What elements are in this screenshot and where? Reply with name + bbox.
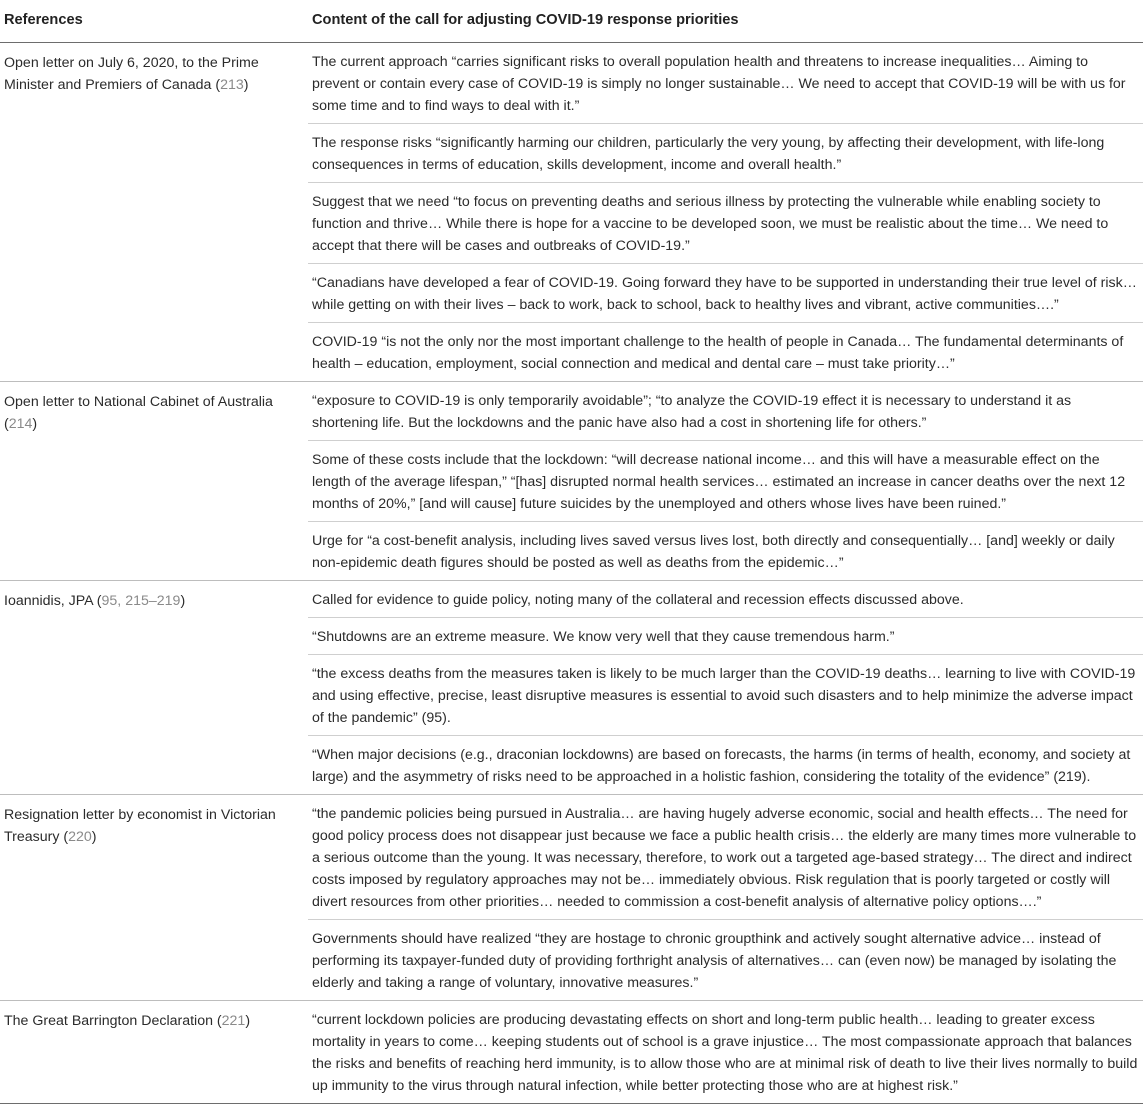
content-paragraph: “exposure to COVID-19 is only temporarily avoidable”; “to analyze the COVID-19 effect it is necessary to understand it as shortening life. But the lockdowns and the panic have also had a cost in shortening life for others.” xyxy=(308,382,1143,441)
content-cell xyxy=(308,1001,1143,1104)
citation-link[interactable]: 214 xyxy=(8,416,33,432)
header-references: References xyxy=(0,0,308,43)
content-paragraph: Called for evidence to guide policy, noting many of the collateral and recession effects discussed above. xyxy=(308,581,1143,618)
reference-close: ) xyxy=(180,593,186,609)
content-cell xyxy=(308,795,1143,1001)
content-cell xyxy=(308,581,1143,795)
content-paragraph: Governments should have realized “they are hostage to chronic groupthink and actively sought alternative advice… instead of performing its taxpayer-funded duty of providing forthright analysis of alternatives… can (even now) be managed by isolating the elderly and taking a range of voluntary, innovative measures.” xyxy=(312,931,1117,991)
citation-link[interactable]: 95, 215–219 xyxy=(101,593,181,609)
content-paragraph: “When major decisions (e.g., draconian lockdowns) are based on forecasts, the harms (in terms of health, economy, and society at large) and the asymmetry of risks need to be approached in a holistic fashion, considering the totality of the evidence” (219). xyxy=(312,747,1131,785)
reference-text: The Great Barrington Declaration ( xyxy=(4,1013,222,1029)
content-paragraph: Some of these costs include that the lockdown: “will decrease national income… and this will have a measurable effect on the length of the average lifespan,” “[has] disrupted normal health services… estimated an increase in cancer deaths over the next 12 months of 20%,” [and will cause] future suicides by the unemployed and others whose lives have been ruined.” xyxy=(308,441,1143,522)
citation-link[interactable]: 213 xyxy=(220,77,244,93)
content-paragraph: Urge for “a cost-benefit analysis, including lives saved versus lives lost, both directly and consequentially… [and] weekly or daily non-epidemic death figures should be posted as well as deaths from the epidemic…” xyxy=(312,533,1115,571)
reference-close: ) xyxy=(91,829,97,845)
table-row xyxy=(0,382,1143,581)
content-paragraph: The current approach “carries significant risks to overall population health and threatens to increase inequalities… Aiming to prevent or contain every case of COVID-19 is simply no longer sustainable… We need to accept that COVID-19 will be with us for some time and to find ways to deal with it.” xyxy=(308,43,1143,124)
content-paragraph: Suggest that we need “to focus on preventing deaths and serious illness by protecting the vulnerable while enabling society to function and thrive… While there is hope for a vaccine to be developed soon, we must be realistic about the time… We need to accept that there will be cases and outbreaks of COVID-19.” xyxy=(308,183,1143,264)
table-row xyxy=(0,43,1143,382)
table-row xyxy=(0,1001,1143,1104)
citation-link[interactable]: 221 xyxy=(221,1013,246,1029)
content-paragraph: “Shutdowns are an extreme measure. We know very well that they cause tremendous harm.” xyxy=(308,618,1143,655)
header-content: Content of the call for adjusting COVID-19 response priorities xyxy=(308,0,1143,43)
table-row xyxy=(0,795,1143,1001)
citation-link[interactable]: 220 xyxy=(68,829,92,845)
content-paragraph: “the excess deaths from the measures taken is likely to be much larger than the COVID-19 deaths… learning to live with COVID-19 and using effective, precise, least disruptive measures is essential to avoid such disasters and to help minimize the adverse impact of the pandemic” (95). xyxy=(308,655,1143,736)
reference-cell xyxy=(0,382,308,581)
reference-close: ) xyxy=(245,1013,251,1029)
reference-cell xyxy=(0,581,308,795)
reference-close: ) xyxy=(243,77,249,93)
reference-text: Ioannidis, JPA ( xyxy=(4,593,102,609)
content-paragraph: “current lockdown policies are producing devastating effects on short and long-term public health… leading to greater excess mortality in years to come… keeping students out of school is a grave injustice… The most compassionate approach that balances the risks and benefits of reaching herd immunity, is to allow those who are at minimal risk of death to live their lives normally to build up immunity to the virus through natural infection, while better protecting those who are at highest risk.” xyxy=(312,1012,1138,1094)
content-paragraph: COVID-19 “is not the only nor the most important challenge to the health of people in Canada… The fundamental determinants of health – education, employment, social connection and medical and dental care – must take priority…” xyxy=(312,334,1124,372)
content-paragraph: “the pandemic policies being pursued in Australia… are having hugely adverse economic, social and health effects… The need for good policy process does not disappear just because we face a public health crisis… the elderly are many times more vulnerable to a serious outcome than the young. It was necessary, therefore, to work out a targeted age-based strategy… The direct and indirect costs imposed by regulatory approaches may not be… immediately obvious. Risk regulation that is poorly targeted or costly will divert resources from other priorities… needed to commission a cost-benefit analysis of alternative policy options….” xyxy=(308,795,1143,920)
table-row xyxy=(0,581,1143,795)
table-header-row xyxy=(0,0,1143,43)
content-paragraph: “Canadians have developed a fear of COVID-19. Going forward they have to be supported in understanding their true level of risk… while getting on with their lives – back to work, back to school, back to healthy lives and vibrant, active communities….” xyxy=(308,264,1143,323)
reference-text: Open letter on July 6, 2020, to the Prime Minister and Premiers of Canada ( xyxy=(4,55,259,93)
content-cell xyxy=(308,43,1143,382)
content-cell xyxy=(308,382,1143,581)
reference-text: Open letter to National Cabinet of Australia ( xyxy=(4,394,273,432)
reference-close: ) xyxy=(32,416,38,432)
content-paragraph: The response risks “significantly harming our children, particularly the very young, by affecting their development, with life-long consequences in terms of education, skills development, income and overall health.” xyxy=(308,124,1143,183)
reference-cell xyxy=(0,795,308,1001)
reference-text: Resignation letter by economist in Victorian Treasury ( xyxy=(4,807,276,845)
reference-cell xyxy=(0,1001,308,1104)
reference-cell xyxy=(0,43,308,382)
